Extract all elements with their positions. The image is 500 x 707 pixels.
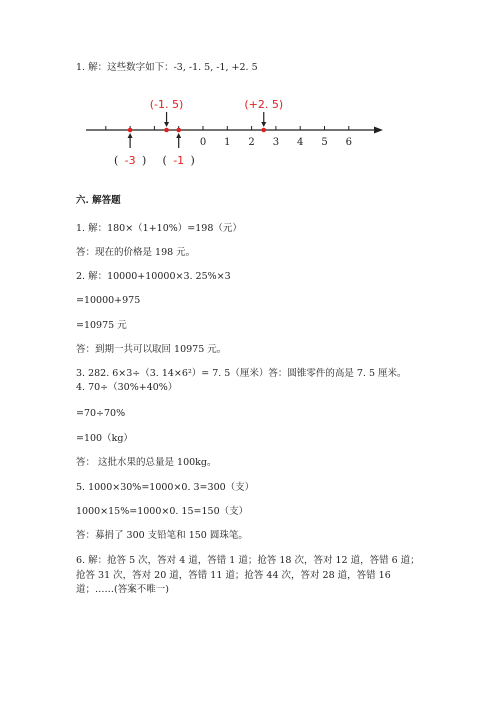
answer-line-15: 答：募捐了 300 支铅笔和 150 圆珠笔。: [76, 530, 248, 541]
bottom-paren-open: (: [113, 154, 119, 167]
bottom-paren-close: ): [141, 154, 147, 167]
marked-point: [128, 128, 133, 133]
marked-point: [176, 128, 181, 133]
top-point-label: (-1. 5): [149, 98, 184, 111]
tick-label: 0: [199, 137, 207, 148]
up-arrow-head: [128, 133, 133, 138]
tick-label: 4: [297, 137, 304, 148]
answer-line-8: 3. 282. 6×3÷（3. 14×6²）= 7. 5（厘米）答：圆锥零件的高是 7. 5 厘米。: [76, 368, 407, 379]
answer-line-14: 1000×15%=1000×0. 15=150（支）: [76, 506, 249, 517]
answer-line-1: 1. 解：这些数字如下：-3, -1. 5, -1, +2. 5: [76, 62, 258, 73]
down-arrow-head: [261, 122, 266, 127]
answer-line-9: 4. 70÷（30%+40%）: [76, 382, 178, 393]
axis-arrow-head: [374, 127, 383, 134]
bottom-point-label: -1: [173, 154, 185, 167]
answer-line-11: =100（kg）: [76, 433, 133, 444]
answer-line-12: 答： 这批水果的总量是 100kg。: [76, 457, 217, 468]
answer-line-16: 6. 解：抢答 5 次，答对 4 道，答错 1 道；抢答 18 次，答对 12 道，答错 6 道；: [76, 555, 420, 566]
top-point-label: (+2. 5): [244, 98, 284, 111]
tick-label: 1: [224, 137, 231, 148]
bottom-point-label: -3: [124, 154, 136, 167]
answer-line-18: 道；……(答案不唯一): [76, 584, 169, 595]
down-arrow-head: [164, 122, 169, 127]
answer-line-7: 答：到期一共可以取回 10975 元。: [76, 344, 227, 355]
tick-label: 3: [272, 137, 280, 148]
answer-line-5: =10000+975: [76, 295, 141, 306]
answer-line-2: 1. 解：180×（1+10%）=198（元）: [76, 223, 242, 234]
up-arrow-head: [176, 133, 181, 138]
tick-label: 6: [345, 137, 352, 148]
marked-point: [164, 128, 169, 133]
tick-label: 2: [248, 137, 255, 148]
bottom-paren-close: ): [190, 154, 195, 167]
bottom-paren-open: (: [162, 154, 167, 167]
answer-line-10: =70÷70%: [76, 408, 126, 419]
answer-line-13: 5. 1000×30%=1000×0. 3=300（支）: [76, 482, 255, 493]
marked-point: [261, 128, 266, 133]
answer-line-4: 2. 解：10000+10000×3. 25%×3: [76, 271, 231, 282]
answer-line-3: 答：现在的价格是 198 元。: [76, 247, 196, 258]
answer-line-6: =10975 元: [76, 320, 127, 331]
tick-label: 5: [321, 137, 328, 148]
section-heading: 六. 解答题: [76, 195, 121, 206]
answer-line-17: 抢答 31 次，答对 20 道，答错 11 道；抢答 44 次，答对 28 道，答错 16: [76, 570, 391, 581]
